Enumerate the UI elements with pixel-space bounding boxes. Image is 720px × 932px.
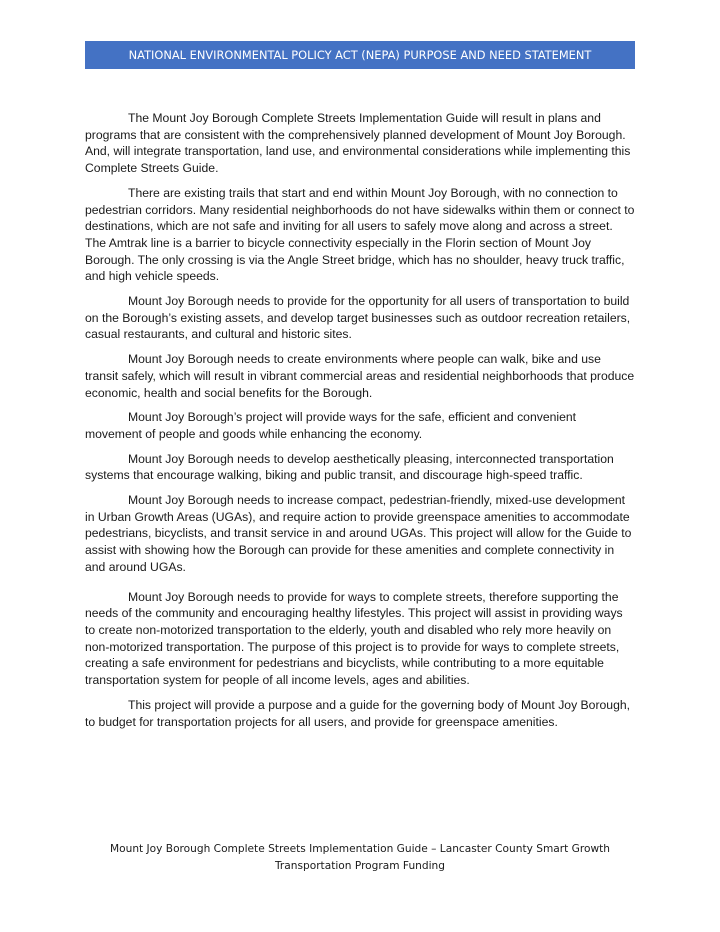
footer-line-1: Mount Joy Borough Complete Streets Implementation Guide – Lancaster County Smart Growth bbox=[109, 843, 610, 855]
header-banner bbox=[85, 41, 635, 69]
paragraph-opportunity: Mount Joy Borough needs to provide for the opportunity for all users of transportation to build on the Borough’s existing assets, and develop target businesses such as outdoor recreation retailers, casual restaurants, and cultural and historic sites. bbox=[85, 294, 631, 342]
paragraph-aesthetic-systems: Mount Joy Borough needs to develop aesthetically pleasing, interconnected transportation systems that encourage walking, biking and public transit, and discourage high-speed traffic. bbox=[85, 451, 614, 483]
paragraph-ugas: Mount Joy Borough needs to increase compact, pedestrian-friendly, mixed-use development in Urban Growth Areas (UGAs), and require action to provide greenspace amenities to accommodate pedestrians, bicyclists, and transit service in and around UGAs. This project will allow for the Guide to assist with showing how the Borough can provide for these amenities and complete connectivity in and around UGAs. bbox=[85, 493, 632, 574]
footer-line-2: Transportation Program Funding bbox=[275, 860, 445, 872]
paragraph-movement: Mount Joy Borough’s project will provide ways for the safe, efficient and convenient movement of people and goods while enhancing the economy. bbox=[85, 410, 577, 441]
header-title: NATIONAL ENVIRONMENTAL POLICY ACT (NEPA) PURPOSE AND NEED STATEMENT bbox=[128, 48, 592, 62]
paragraph-intro: The Mount Joy Borough Complete Streets Implementation Guide will result in plans and programs that are consistent with the comprehensively planned development of Mount Joy Borough. And, will integrate transportation, land use, and environmental considerations while implementing this Complete Streets Guide. bbox=[85, 111, 631, 176]
paragraph-existing-trails: There are existing trails that start and end within Mount Joy Borough, with no connection to pedestrian corridors. Many residential neighborhoods do not have sidewalks within them or connect to destinations, which are not safe and inviting for all users to safely move along and across a street. The Amtrak line is a barrier to bicycle connectivity especially in the Florin section of Mount Joy Borough. The only crossing is via the Angle Street bridge, which has no shoulder, heavy truck traffic, and high vehicle speeds. bbox=[85, 185, 635, 284]
document-body bbox=[85, 110, 635, 738]
paragraph-environments: Mount Joy Borough needs to create environments where people can walk, bike and use transit safely, which will result in vibrant commercial areas and residential neighborhoods that produce economic, health and social benefits for the Borough. bbox=[85, 352, 635, 400]
paragraph-governing-body: This project will provide a purpose and a guide for the governing body of Mount Joy Borough, to budget for transportation projects for all users, and provide for greenspace amenities. bbox=[85, 697, 631, 729]
page-footer bbox=[85, 841, 635, 875]
paragraph-complete-streets: Mount Joy Borough needs to provide for ways to complete streets, therefore supporting the needs of the community and encouraging healthy lifestyles. This project will assist in providing ways to create non-motorized transportation to the elderly, youth and disabled who rely more heavily on non-motorized transportation. The purpose of this project is to provide for ways to complete streets, creating a safe environment for pedestrians and bicyclists, while contributing to a more equitable transportation system for people of all income levels, ages and abilities. bbox=[85, 589, 623, 688]
